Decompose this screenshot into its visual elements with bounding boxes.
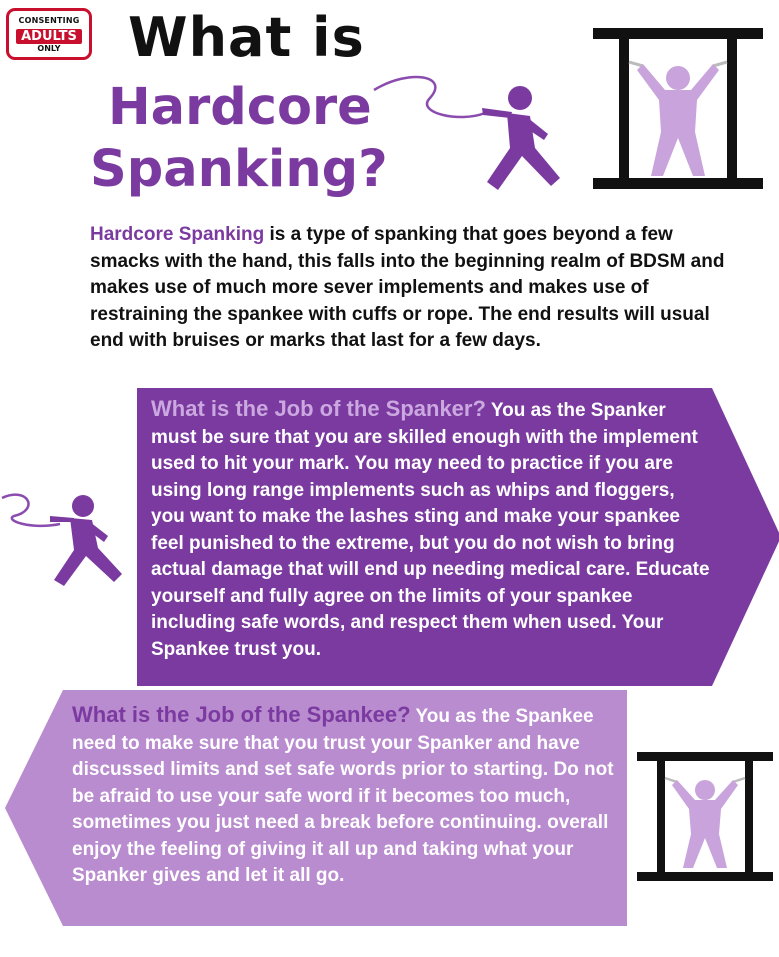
spankee-text (72, 702, 617, 890)
whip-figure-icon (0, 490, 130, 590)
badge-line-2: ADULTS (16, 29, 82, 44)
intro-highlight: Hardcore Spanking (90, 224, 265, 245)
spanker-panel (137, 388, 779, 686)
badge-line-3: ONLY (37, 44, 61, 53)
page-title-line-3: Spanking? (90, 140, 388, 199)
whip-figure-icon (370, 68, 580, 198)
consenting-adults-badge (6, 8, 92, 60)
spanker-heading: What is the Job of the Spanker? (151, 396, 486, 421)
restrained-figure-icon (637, 752, 773, 882)
spankee-body: You as the Spankee need to make sure that you trust your Spanker and have discussed limits and set safe words prior to starting. Do not be afraid to use your safe word if it becomes too much, sometimes you just need a break before continuing. overall enjoy the feeling of giving it all up and taking what your Spanker gives and let it all go. (72, 706, 614, 886)
restrained-figure-icon (593, 28, 763, 198)
spanker-body: You as the Spanker must be sure that you are skilled enough with the implement used to hit your mark. You may need to practice if you are using long range implements such as whips and floggers, you want to make the lashes sting and make your spankee feel punished to the extreme, but you do not wish to bring actual damage that will end up needing medical care. Educate yourself and fully agree on the limits of your spankee including safe words, and respect them when used. Your Spankee trust you. (151, 400, 710, 660)
spanker-text (151, 396, 711, 663)
intro-body: is a type of spanking that goes beyond a few smacks with the hand, this falls into the beginning realm of BDSM and makes use of much more sever implements and makes use of restraining the spankee with cuffs or rope. The end results will usual end with bruises or marks that last for a few days. (90, 224, 725, 351)
page-title-line-1: What is (128, 6, 365, 69)
spankee-heading: What is the Job of the Spankee? (72, 702, 411, 727)
intro-paragraph (90, 222, 730, 355)
badge-line-1: CONSENTING (18, 16, 80, 25)
spankee-panel (5, 690, 627, 926)
page-title-line-2: Hardcore (108, 78, 372, 137)
